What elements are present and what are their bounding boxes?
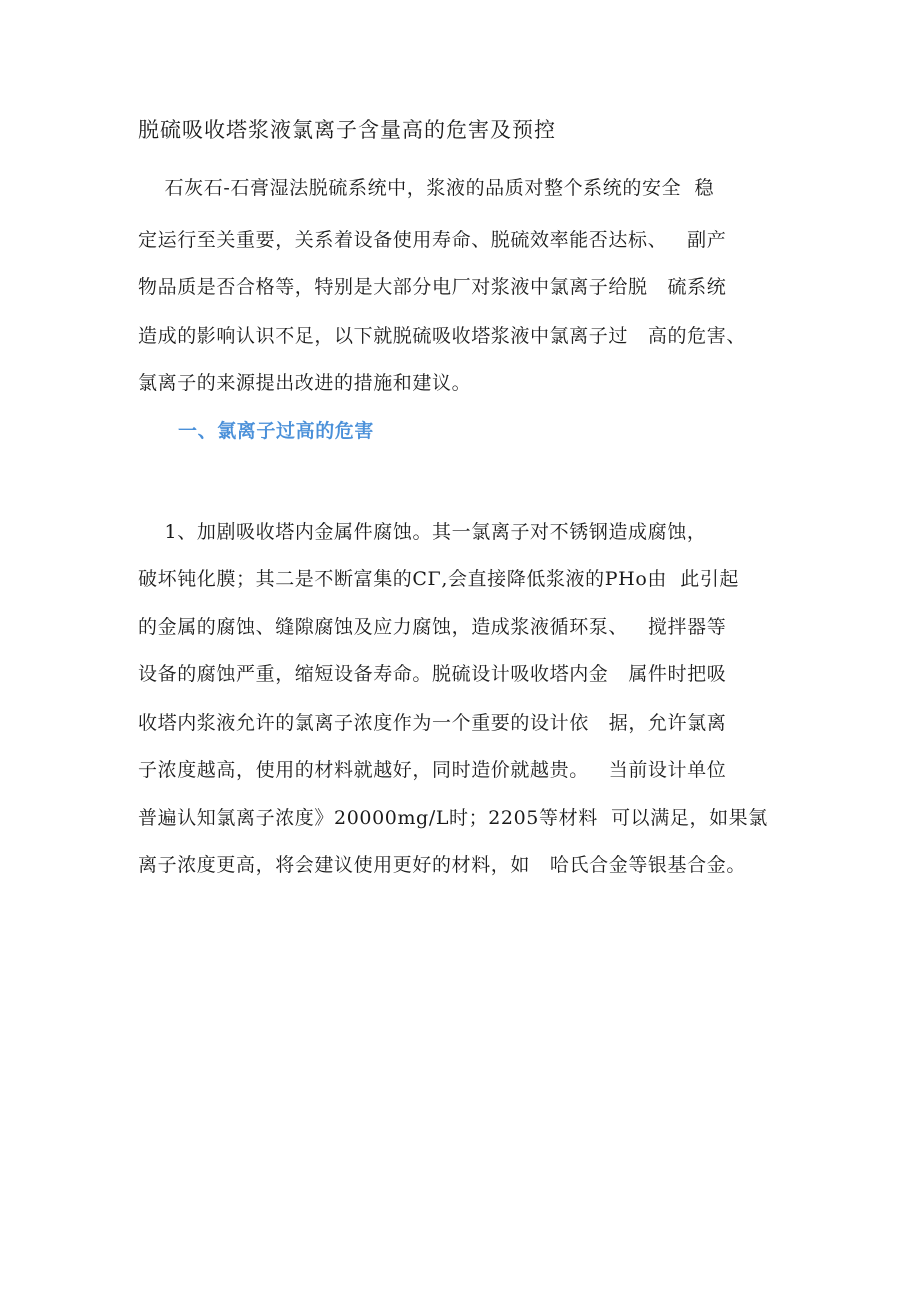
section-line: 设备的腐蚀严重，缩短设备寿命。脱硫设计吸收塔内金 属件时把吸 bbox=[138, 663, 727, 685]
section-line: 的金属的腐蚀、缝隙腐蚀及应力腐蚀，造成浆液循环泵、 搅拌器等 bbox=[138, 616, 727, 638]
section-line: 收塔内浆液允许的氯离子浓度作为一个重要的设计依 据，允许氯离 bbox=[138, 712, 727, 734]
intro-line: 氯离子的来源提出改进的措施和建议。 bbox=[138, 372, 472, 394]
intro-line: 石灰石-石膏湿法脱硫系统中，浆液的品质对整个系统的安全 稳 bbox=[138, 177, 715, 199]
intro-line: 定运行至关重要，关系着设备使用寿命、脱硫效率能否达标、 副产 bbox=[138, 229, 727, 251]
section-line: 普遍认知氯离子浓度》20000mg∕L时；2205等材料 可以满足，如果氯 bbox=[138, 807, 768, 829]
section-line: 1、加剧吸收塔内金属件腐蚀。其一氯离子对不锈钢造成腐蚀， bbox=[138, 521, 707, 543]
section-line: 子浓度越高，使用的材料就越好，同时造价就越贵。 当前设计单位 bbox=[138, 759, 727, 781]
document-title: 脱硫吸收塔浆液氯离子含量高的危害及预控 bbox=[138, 118, 556, 142]
section-heading: 一、氯离子过高的危害 bbox=[178, 420, 375, 442]
section-line: 离子浓度更高，将会建议使用更好的材料，如 哈氏合金等银基合金。 bbox=[138, 854, 746, 876]
section-line: 破坏钝化膜；其二是不断富集的CΓ,会直接降低浆液的PHo由 此引起 bbox=[138, 568, 740, 590]
intro-line: 物品质是否合格等，特别是大部分电厂对浆液中氯离子给脱 硫系统 bbox=[138, 276, 727, 298]
intro-line: 造成的影响认识不足，以下就脱硫吸收塔浆液中氯离子过 高的危害、 bbox=[138, 325, 746, 347]
